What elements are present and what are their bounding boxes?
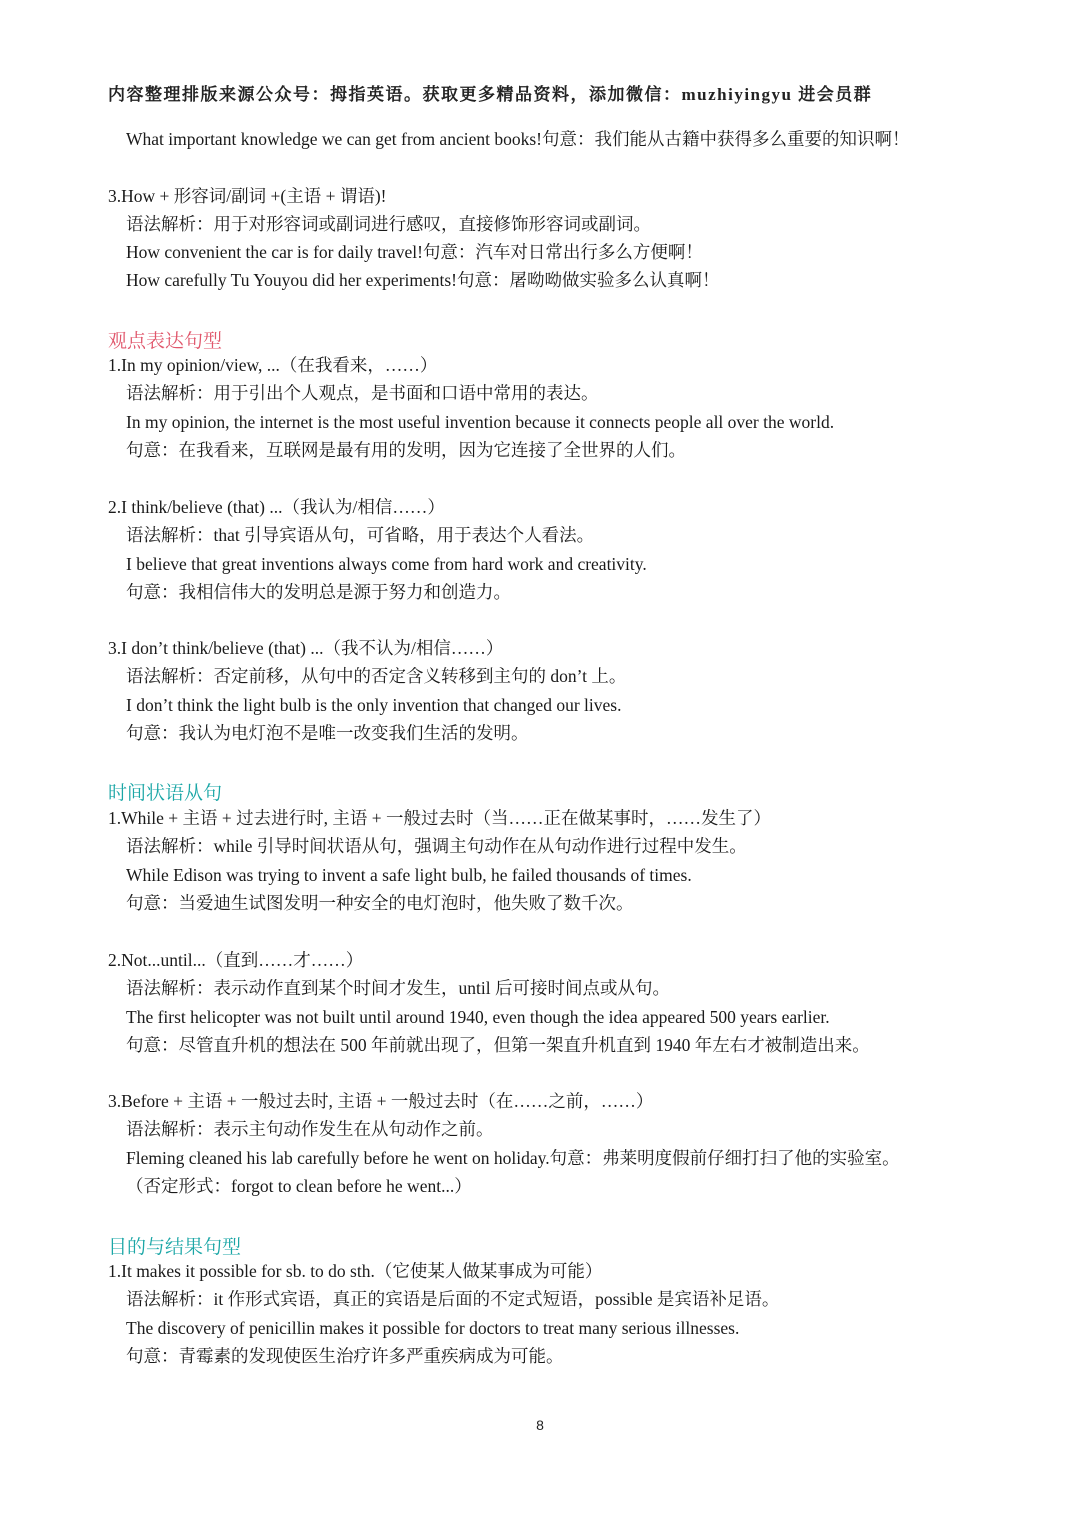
purpose-item-1-analysis: 语法解析：it 作形式宾语，真正的宾语是后面的不定式短语，possible 是宾语补足语。: [126, 1289, 780, 1309]
time-item-3-title: 3.Before + 主语 + 一般过去时, 主语 + 一般过去时（在……之前，……）: [108, 1091, 654, 1111]
time-item-1-meaning: 句意：当爱迪生试图发明一种安全的电灯泡时，他失败了数千次。: [126, 893, 634, 913]
time-item-2-analysis: 语法解析：表示动作直到某个时间才发生，until 后可接时间点或从句。: [126, 978, 670, 998]
time-item-2-meaning: 句意：尽管直升机的想法在 500 年前就出现了，但第一架直升机直到 1940 年左右才被制造出来。: [126, 1035, 870, 1055]
opinion-item-3-example: I don’t think the light bulb is the only invention that changed our lives.: [126, 695, 622, 715]
section-heading-time-clause: 时间状语从句: [108, 783, 223, 804]
opinion-item-2-title: 2.I think/believe (that) ...（我认为/相信……）: [108, 497, 445, 517]
how-example-2: How carefully Tu Youyou did her experiments!句意：屠呦呦做实验多么认真啊！: [126, 270, 720, 290]
source-header: 内容整理排版来源公众号：拇指英语。获取更多精品资料，添加微信：muzhiyingyu 进会员群: [108, 85, 873, 104]
time-item-2-example: The first helicopter was not built until around 1940, even though the idea appeared 500 years earlier.: [126, 1007, 830, 1027]
time-item-3-note: （否定形式：forgot to clean before he went...）: [126, 1176, 472, 1196]
time-item-3-example: Fleming cleaned his lab carefully before he went on holiday.句意：弗莱明度假前仔细打扫了他的实验室。: [126, 1148, 900, 1168]
opinion-item-3-analysis: 语法解析：否定前移，从句中的否定含义转移到主句的 don’t 上。: [126, 666, 627, 686]
opinion-item-1-analysis: 语法解析：用于引出个人观点，是书面和口语中常用的表达。: [126, 383, 599, 403]
purpose-item-1-meaning: 句意：青霉素的发现使医生治疗许多严重疾病成为可能。: [126, 1346, 564, 1366]
opinion-item-1-meaning: 句意：在我看来，互联网是最有用的发明，因为它连接了全世界的人们。: [126, 440, 686, 460]
time-item-3-analysis: 语法解析：表示主句动作发生在从句动作之前。: [126, 1119, 494, 1139]
time-item-1-analysis: 语法解析：while 引导时间状语从句，强调主句动作在从句动作进行过程中发生。: [126, 836, 747, 856]
opinion-item-3-title: 3.I don’t think/believe (that) ...（我不认为/相信……）: [108, 638, 504, 658]
time-item-1-title: 1.While + 主语 + 过去进行时, 主语 + 一般过去时（当……正在做某事时，……发生了）: [108, 808, 771, 828]
purpose-item-1-example: The discovery of penicillin makes it possible for doctors to treat many serious illnesses.: [126, 1318, 740, 1338]
how-analysis: 语法解析：用于对形容词或副词进行感叹，直接修饰形容词或副词。: [126, 214, 651, 234]
opinion-item-1-title: 1.In my opinion/view, ...（在我看来，……）: [108, 355, 438, 375]
time-item-1-example: While Edison was trying to invent a safe light bulb, he failed thousands of times.: [126, 865, 692, 885]
purpose-item-1-title: 1.It makes it possible for sb. to do sth.（它使某人做某事成为可能）: [108, 1261, 603, 1281]
opinion-item-3-meaning: 句意：我认为电灯泡不是唯一改变我们生活的发明。: [126, 723, 529, 743]
time-item-2-title: 2.Not...until...（直到……才……）: [108, 950, 364, 970]
section-heading-purpose: 目的与结果句型: [108, 1237, 242, 1258]
page-number: 8: [536, 1417, 544, 1433]
opinion-item-2-example: I believe that great inventions always come from hard work and creativity.: [126, 554, 647, 574]
section-heading-opinion: 观点表达句型: [108, 331, 223, 352]
how-example-1: How convenient the car is for daily travel!句意：汽车对日常出行多么方便啊！: [126, 242, 703, 262]
how-title: 3.How + 形容词/副词 +(主语 + 谓语)!: [108, 186, 387, 206]
opinion-item-2-meaning: 句意：我相信伟大的发明总是源于努力和创造力。: [126, 582, 511, 602]
intro-example: What important knowledge we can get from ancient books!句意：我们能从古籍中获得多么重要的知识啊！: [126, 129, 910, 149]
opinion-item-1-example: In my opinion, the internet is the most useful invention because it connects people all over the world.: [126, 412, 835, 432]
opinion-item-2-analysis: 语法解析：that 引导宾语从句，可省略，用于表达个人看法。: [126, 525, 595, 545]
